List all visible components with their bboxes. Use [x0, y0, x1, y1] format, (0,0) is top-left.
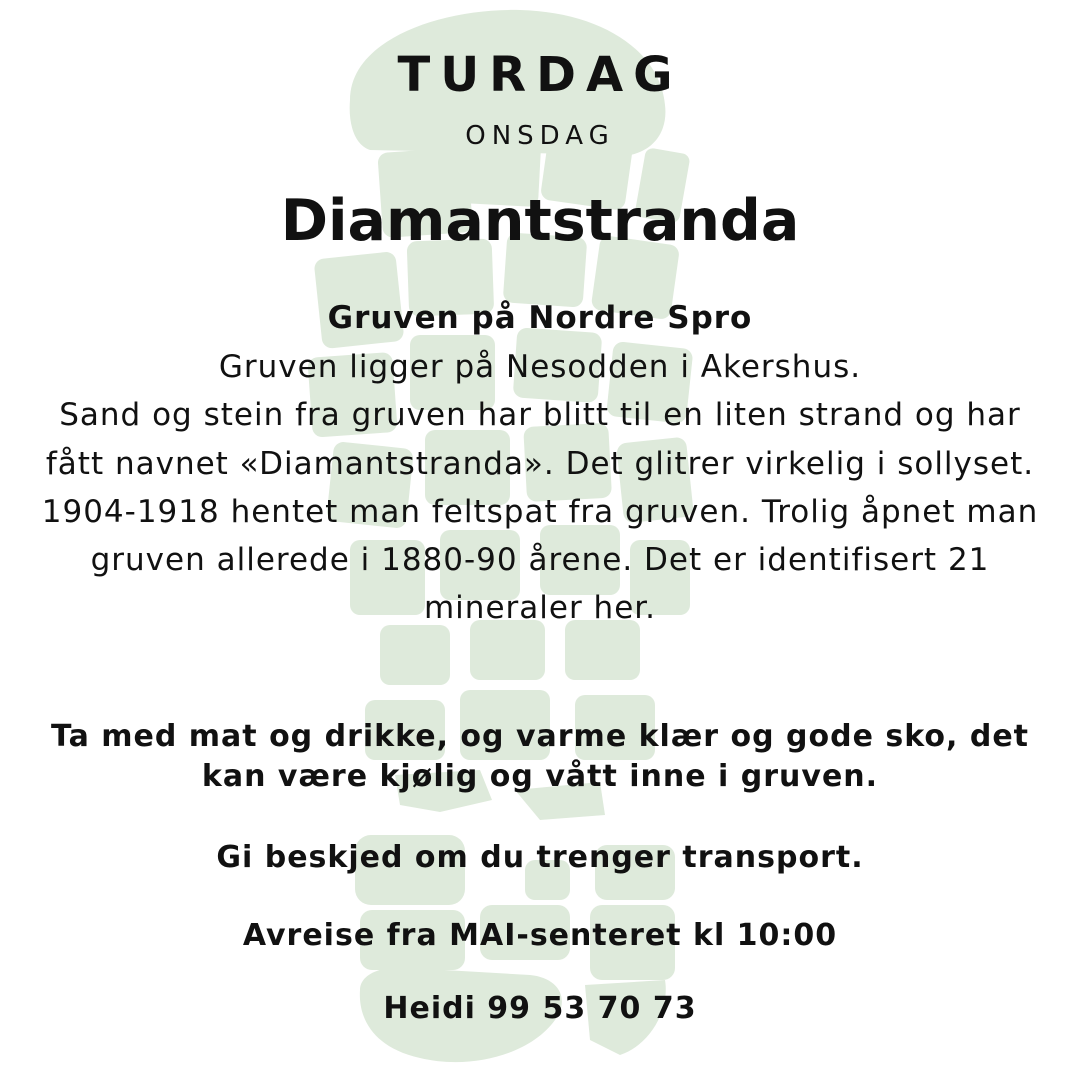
contact-info: Heidi 99 53 70 73 — [383, 991, 697, 1026]
event-kicker: TURDAG — [397, 47, 683, 103]
description-paragraph: Gruven ligger på Nesodden i Akershus. — [218, 349, 862, 385]
packing-note: Ta med mat og drikke, og varme klær og gode sko, det kan være kjølig og vått inne i gruven. — [50, 719, 1030, 794]
transport-note: Gi beskjed om du trenger transport. — [216, 840, 864, 875]
departure-info: Avreise fra MAI-senteret kl 10:00 — [242, 918, 838, 953]
page-title: Diamantstranda — [280, 188, 800, 254]
event-weekday: ONSDAG — [465, 121, 615, 151]
location-subtitle: Gruven på Nordre Spro — [327, 300, 753, 336]
description — [40, 343, 1040, 633]
description-paragraph: Sand og stein fra gruven har blitt til en liten strand og har fått navnet «Diamantstranda». Det glitrer virkelig i sollyset. — [45, 397, 1035, 482]
description-paragraph: 1904-1918 hentet man feltspat fra gruven. Trolig åpnet man gruven allerede i 1880-90 årene. Det er identifisert 21 mineraler her. — [41, 493, 1039, 627]
